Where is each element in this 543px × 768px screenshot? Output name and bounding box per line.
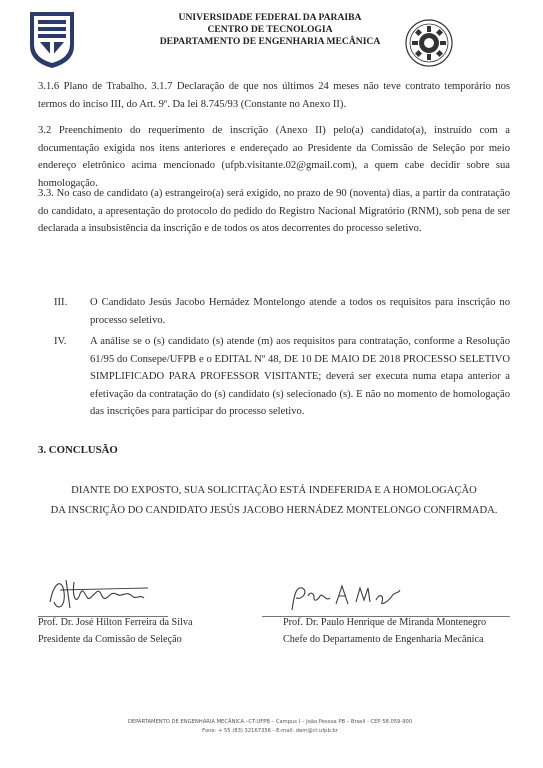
item-number: III. bbox=[54, 297, 68, 308]
signatory-role: Chefe do Departamento de Engenharia Mecânica bbox=[283, 634, 484, 645]
item-number: IV. bbox=[54, 336, 67, 347]
signatory-role: Presidente da Comissão de Seleção bbox=[38, 634, 182, 645]
header-center: CENTRO DE TECNOLOGIA bbox=[207, 24, 333, 35]
item-text: O Candidato Jesús Jacobo Hernádez Montelongo atende a todos os requisitos para inscrição no processo seletivo. bbox=[90, 297, 510, 326]
ufpb-logo bbox=[26, 10, 78, 70]
paragraph-3-3: 3.3. No caso de candidato (a) estrangeiro(a) será exigido, no prazo de 90 (noventa) dias, a partir da contratação do candidato, a apresentação do protocolo do pedido do Registro Nacional Migratório (RNM), sob pena de ser declarada a insubsistência da inscrição e de todos os atos decorrentes do processo seletivo. bbox=[38, 188, 510, 234]
signatory-name: Prof. Dr. Paulo Henrique de Miranda Montenegro bbox=[283, 617, 487, 628]
conclusion-line-1: DIANTE DO EXPOSTO, SUA SOLICITAÇÃO ESTÁ INDEFERIDA E A HOMOLOGAÇÃO bbox=[71, 485, 477, 496]
item-text: A análise se o (s) candidato (s) atende (m) aos requisitos para contratação, conforme a Resolução 61/95 do Consepe/UFPB e o EDITAL Nº 48, DE 10 DE MAIO DE 2018 PROCESSO SELETIVO SIMPLIFICADO PARA PROFESSOR VISITANTE; deverá ser executa numa etapa anterior a efetivação da contratação do (s) candidato (s) selecionado (s). E não no momento de homologação das inscrições para participar do processo seletivo. bbox=[90, 336, 510, 417]
page-footer bbox=[60, 718, 480, 736]
conclusion-heading: 3. CONCLUSÃO bbox=[38, 444, 118, 456]
paragraph-3-1-6: 3.1.6 Plano de Trabalho. 3.1.7 Declaração de que nos últimos 24 meses não teve contrato temporário nos termos do inciso III, do Art. 9º. Da lei 8.745/93 (Constante no Anexo II). bbox=[38, 81, 510, 110]
header-department: DEPARTAMENTO DE ENGENHARIA MECÂNICA bbox=[159, 36, 381, 47]
signatory-name: Prof. Dr. José Hilton Ferreira da Silva bbox=[38, 617, 193, 628]
conclusion-line-2: DA INSCRIÇÃO DO CANDIDATO JESÚS JACOBO HERNÁDEZ MONTELONGO CONFIRMADA. bbox=[50, 505, 498, 516]
conclusion-text bbox=[38, 481, 510, 521]
header-university: UNIVERSIDADE FEDERAL DA PARAIBA bbox=[178, 12, 362, 23]
signature-paulo-henrique bbox=[284, 576, 414, 616]
signatory-department-head bbox=[283, 614, 523, 648]
mechanical-engineering-gear-logo bbox=[404, 18, 454, 68]
signatory-president bbox=[38, 614, 238, 648]
signature-jose-hilton bbox=[40, 572, 170, 616]
footer-address: DEPARTAMENTO DE ENGENHARIA MECÂNICA –CT-UFPB – Campus I – João Pessoa PB – Brasil - CEP 58.059-900 bbox=[127, 719, 413, 725]
paragraph-3-2: 3.2 Preenchimento do requerimento de inscrição (Anexo II) pelo(a) candidato(a), instruído com a documentação exigida nos itens anteriores e endereçado ao Presidente da Comissão de Seleção por meio endereço eletrônico acima mencionado (ufpb.visitante.02@gmail.com), a quem cabe decidir sobre sua homologação. bbox=[38, 125, 510, 189]
header bbox=[120, 12, 420, 48]
footer-contact: Fone: + 55 (83) 32167356 - E-mail: dem@ct.ufpb.br bbox=[202, 728, 338, 734]
